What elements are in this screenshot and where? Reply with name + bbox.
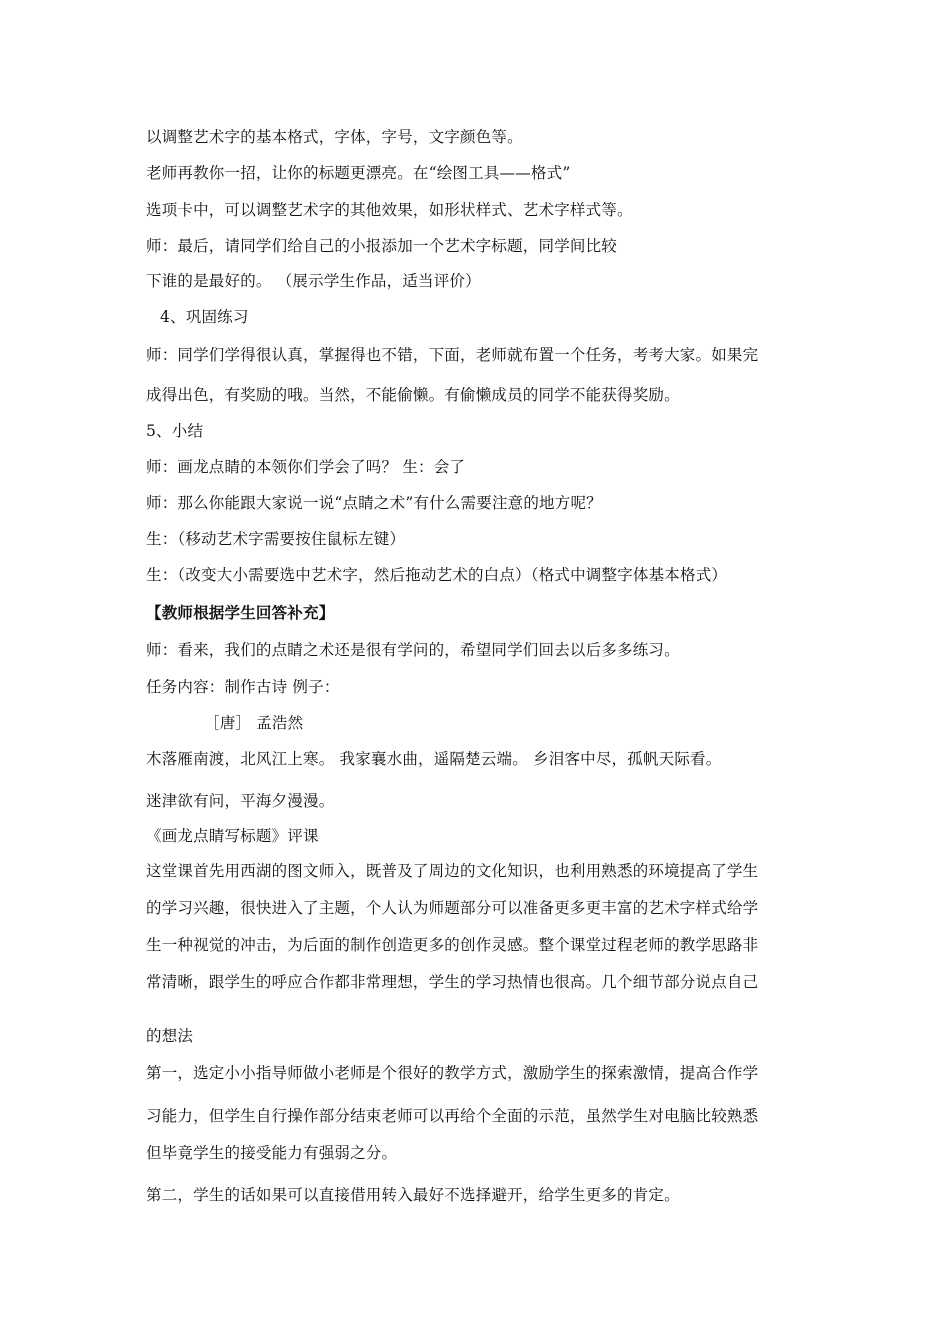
text-line: 师：看来，我们的点睛之术还是很有学问的，希望同学们回去以后多多练习。 — [146, 641, 680, 659]
poem-line: 木落雁南渡，北风江上寒。 我家襄水曲，遥隔楚云端。 乡泪客中尽，孤帆天际看。 — [146, 750, 722, 768]
text-line: 但毕竟学生的接受能力有强弱之分。 — [146, 1144, 398, 1162]
text-line: 生：（移动艺术字需要按住鼠标左键） — [146, 530, 406, 548]
text-line: 师：最后，请同学们给自己的小报添加一个艺术字标题，同学间比较 — [146, 237, 618, 255]
text-line: 师：同学们学得很认真，掌握得也不错，下面，老师就布置一个任务，考考大家。如果完 — [146, 346, 759, 364]
text-line: 下谁的是最好的。 （展示学生作品，适当评价） — [146, 272, 481, 290]
text-line: 生：（改变大小需要选中艺术字，然后拖动艺术的白点）（格式中调整字体基本格式） — [146, 566, 728, 584]
text-line: 常清晰，跟学生的呼应合作都非常理想，学生的学习热情也很高。几个细节部分说点自己 — [146, 973, 759, 991]
text-line: 习能力，但学生自行操作部分结束老师可以再给个全面的示范，虽然学生对电脑比较熟悉 — [146, 1107, 759, 1125]
text-line: 选项卡中，可以调整艺术字的其他效果，如形状样式、艺术字样式等。 — [146, 201, 633, 219]
section-heading: 4、巩固练习 — [160, 308, 249, 326]
section-heading: 5、小结 — [146, 422, 204, 440]
text-line: 老师再教你一招，让你的标题更漂亮。在“绘图工具——格式” — [146, 164, 571, 182]
text-line: 师：那么你能跟大家说一说“点睛之术”有什么需要注意的地方呢？ — [146, 494, 602, 512]
text-line: 的想法 — [146, 1027, 194, 1045]
poem-author: ［唐］ 孟浩然 — [204, 714, 304, 732]
text-line: 任务内容：制作古诗 例子： — [146, 678, 340, 696]
text-line: 成得出色，有奖励的哦。当然，不能偷懒。有偷懒成员的同学不能获得奖励。 — [146, 386, 680, 404]
text-line: 师：画龙点睛的本领你们学会了吗？ 生：会了 — [146, 458, 466, 476]
text-line: 这堂课首先用西湖的图文师入，既普及了周边的文化知识，也利用熟悉的环境提高了学生 — [146, 862, 759, 880]
poem-line: 迷津欲有问，平海夕漫漫。 — [146, 792, 335, 810]
text-line: 以调整艺术字的基本格式，字体，字号，文字颜色等。 — [146, 128, 523, 146]
text-line: 第二，学生的话如果可以直接借用转入最好不选择避开，给学生更多的肯定。 — [146, 1186, 680, 1204]
text-line: 第一，选定小小指导师做小老师是个很好的教学方式，激励学生的探索激情，提高合作学 — [146, 1064, 759, 1082]
bracket-note: 【教师根据学生回答补充】 — [146, 603, 335, 622]
text-line: 的学习兴趣，很快进入了主题，个人认为师题部分可以准备更多更丰富的艺术字样式给学 — [146, 899, 759, 917]
text-line: 生一种视觉的冲击，为后面的制作创造更多的创作灵感。整个课堂过程老师的教学思路非 — [146, 936, 759, 954]
review-title: 《画龙点睛写标题》评课 — [146, 827, 319, 845]
